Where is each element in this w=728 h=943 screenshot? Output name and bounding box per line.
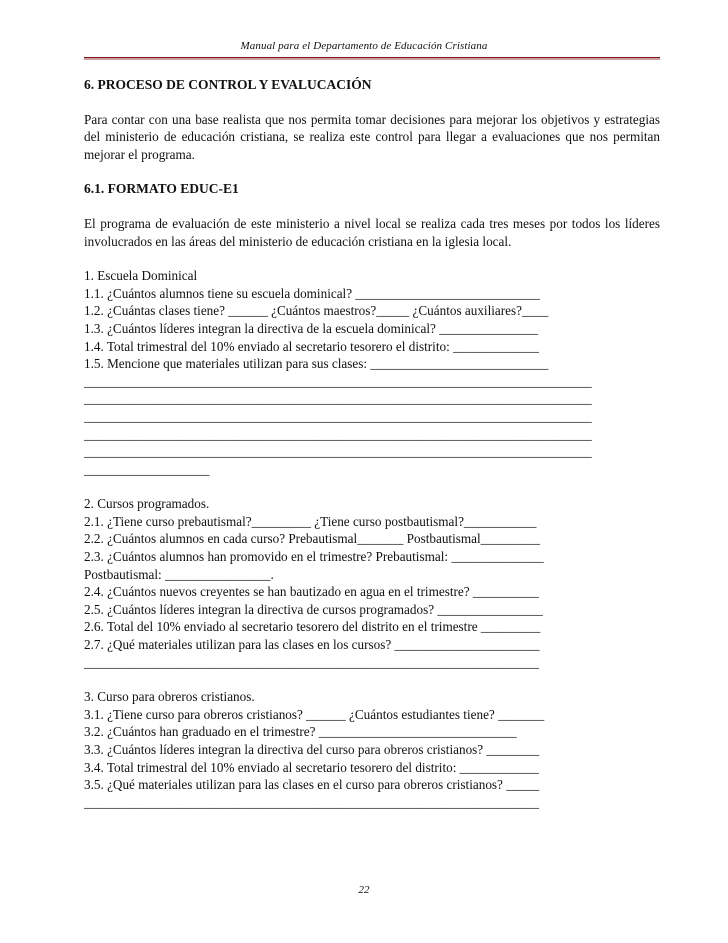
form-line: 3.3. ¿Cuántos líderes integran la directiva del curso para obreros cristianos? ________ <box>84 742 540 757</box>
form-line: 2. Cursos programados. <box>84 496 210 512</box>
running-header: Manual para el Departamento de Educación Cristiana <box>240 40 488 52</box>
blank-line: _____________________________________________________________________________ <box>84 373 592 389</box>
form-line: 1.2. ¿Cuántas clases tiene? ______ ¿Cuántos maestros?_____ ¿Cuántos auxiliares?____ <box>84 303 549 319</box>
form-block-escuela-dominical <box>84 267 660 478</box>
form-line: 3.2. ¿Cuántos han graduado en el trimestre? ______________________________ <box>84 724 517 740</box>
form-line: 2.3. ¿Cuántos alumnos han promovido en el trimestre? Prebautismal: ______________ <box>84 549 544 565</box>
form-line: Postbautismal: ________________. <box>84 566 274 582</box>
form-line: 2.4. ¿Cuántos nuevos creyentes se han bautizado en agua en el trimestre? __________ <box>84 584 539 600</box>
section-heading-6: 6. PROCESO DE CONTROL Y EVALUCACIÓN <box>84 77 372 92</box>
form-line: 3. Curso para obreros cristianos. <box>84 689 255 705</box>
blank-line: ___________________ <box>84 461 210 477</box>
form-line: 3.5. ¿Qué materiales utilizan para las clases en el curso para obreros cristianos? _____ <box>84 777 540 793</box>
form-line: 2.1. ¿Tiene curso prebautismal?_________ ¿Tiene curso postbautismal?___________ <box>84 513 537 529</box>
blank-line: _____________________________________________________________________ <box>84 654 539 670</box>
blank-line: _____________________________________________________________________________ <box>84 408 592 424</box>
form-line: 1.4. Total trimestral del 10% enviado al secretario tesorero el distrito: _____________ <box>84 338 539 354</box>
section-heading-6-1: 6.1. FORMATO EDUC-E1 <box>84 181 239 197</box>
form-line: 2.5. ¿Cuántos líderes integran la directiva de cursos programados? ________________ <box>84 601 543 617</box>
blank-line: _____________________________________________________________________ <box>84 794 539 810</box>
form-line: 2.7. ¿Qué materiales utilizan para las clases en los cursos? ______________________ <box>84 637 540 653</box>
header-rule <box>84 57 660 60</box>
section-paragraph-6-1: El programa de evaluación de este ministerio a nivel local se realiza cada tres meses por todos los líderes involucrados en las áreas del ministerio de educación cristiana en la iglesia local. <box>84 215 660 249</box>
form-block-cursos-programados <box>84 495 660 671</box>
form-line: 3.4. Total trimestral del 10% enviado al secretario tesorero del distrito: ____________ <box>84 759 539 775</box>
form-block-obreros-cristianos <box>84 688 660 811</box>
form-line: 2.6. Total del 10% enviado al secretario tesorero del distrito en el trimestre _________ <box>84 619 541 635</box>
blank-line: _____________________________________________________________________________ <box>84 426 592 442</box>
page-content <box>84 76 660 811</box>
blank-line: _____________________________________________________________________________ <box>84 444 592 460</box>
form-line: 1. Escuela Dominical <box>84 268 198 284</box>
form-line: 3.1. ¿Tiene curso para obreros cristianos? ______ ¿Cuántos estudiantes tiene? _______ <box>84 706 545 722</box>
form-line: 2.2. ¿Cuántos alumnos en cada curso? Prebautismal_______ Postbautismal_________ <box>84 531 540 547</box>
form-line: 1.1. ¿Cuántos alumnos tiene su escuela dominical? ____________________________ <box>84 285 540 301</box>
section-paragraph-6: Para contar con una base realista que nos permita tomar decisiones para mejorar los objetivos y estrategias del ministerio de educación cristiana, se realiza este control para llegar a evaluaciones que nos permitan mejorar el programa. <box>84 111 660 162</box>
form-line: 1.3. ¿Cuántos líderes integran la directiva de la escuela dominical? _______________ <box>84 320 539 336</box>
blank-line: _____________________________________________________________________________ <box>84 391 592 407</box>
page-number: 22 <box>358 884 370 896</box>
form-line: 1.5. Mencione que materiales utilizan para sus clases: ___________________________ <box>84 356 549 372</box>
